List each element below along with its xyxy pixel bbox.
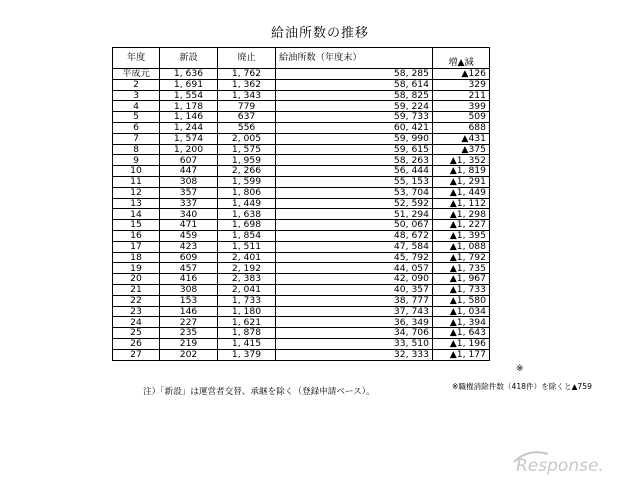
cell-stations: 36, 349 [276, 317, 433, 328]
table-row [113, 176, 490, 187]
cell-year: 4 [113, 101, 160, 112]
table-row [113, 133, 490, 144]
cell-stations: 59, 615 [276, 144, 433, 155]
cell-new: 459 [160, 230, 218, 241]
cell-abolished: 1, 415 [218, 338, 276, 349]
cell-new: 1, 200 [160, 144, 218, 155]
cell-change: ▲1, 196 [433, 338, 490, 349]
cell-year: 25 [113, 328, 160, 339]
cell-stations: 59, 733 [276, 112, 433, 123]
cell-year: 10 [113, 166, 160, 177]
cell-change: ▲1, 394 [433, 317, 490, 328]
page-title: 給油所数の推移 [270, 26, 369, 41]
cell-new: 146 [160, 306, 218, 317]
cell-new: 219 [160, 338, 218, 349]
cell-change: ▲1, 227 [433, 220, 490, 231]
cell-change: ▲1, 819 [433, 166, 490, 177]
cell-year: 11 [113, 176, 160, 187]
cell-change: ▲1, 112 [433, 198, 490, 209]
cell-change: ▲375 [433, 144, 490, 155]
cell-stations: 37, 743 [276, 306, 433, 317]
table-row [113, 209, 490, 220]
table-row [113, 122, 490, 133]
cell-change: 211 [433, 90, 490, 101]
cell-new: 423 [160, 241, 218, 252]
cell-change: ▲1, 395 [433, 230, 490, 241]
table-row [113, 230, 490, 241]
table-row [113, 241, 490, 252]
cell-new: 607 [160, 155, 218, 166]
cell-year: 26 [113, 338, 160, 349]
cell-change: ▲1, 967 [433, 274, 490, 285]
cell-change: 399 [433, 101, 490, 112]
cell-year: 2 [113, 79, 160, 90]
cell-new: 340 [160, 209, 218, 220]
cell-year: 22 [113, 295, 160, 306]
cell-new: 1, 574 [160, 133, 218, 144]
table-row [113, 252, 490, 263]
cell-year: 6 [113, 122, 160, 133]
table-row [113, 144, 490, 155]
cell-abolished: 2, 401 [218, 252, 276, 263]
cell-change: ▲1, 088 [433, 241, 490, 252]
cell-stations: 59, 224 [276, 101, 433, 112]
cell-year: 24 [113, 317, 160, 328]
table-body [113, 69, 490, 361]
cell-abolished: 1, 878 [218, 328, 276, 339]
cell-abolished: 1, 343 [218, 90, 276, 101]
cell-new: 1, 636 [160, 69, 218, 80]
cell-new: 1, 554 [160, 90, 218, 101]
cell-abolished: 1, 959 [218, 155, 276, 166]
cell-year: 8 [113, 144, 160, 155]
cell-new: 457 [160, 263, 218, 274]
cell-abolished: 1, 599 [218, 176, 276, 187]
cell-year: 17 [113, 241, 160, 252]
cell-stations: 48, 672 [276, 230, 433, 241]
cell-abolished: 1, 362 [218, 79, 276, 90]
table-row [113, 90, 490, 101]
cell-abolished: 1, 621 [218, 317, 276, 328]
cell-stations: 45, 792 [276, 252, 433, 263]
cell-new: 202 [160, 349, 218, 360]
cell-stations: 50, 067 [276, 220, 433, 231]
cell-new: 308 [160, 176, 218, 187]
table-row [113, 155, 490, 166]
cell-year: 18 [113, 252, 160, 263]
header-new: 新設 [160, 48, 218, 69]
cell-change: ▲1, 735 [433, 263, 490, 274]
cell-stations: 53, 704 [276, 187, 433, 198]
cell-new: 227 [160, 317, 218, 328]
cell-year: 14 [113, 209, 160, 220]
cell-stations: 55, 153 [276, 176, 433, 187]
table-row [113, 112, 490, 123]
header-stations: 給油所数（年度末） [276, 48, 433, 69]
cell-stations: 34, 706 [276, 328, 433, 339]
cell-new: 471 [160, 220, 218, 231]
cell-stations: 52, 592 [276, 198, 433, 209]
cell-change: ▲1, 177 [433, 349, 490, 360]
cell-abolished: 2, 005 [218, 133, 276, 144]
cell-abolished: 2, 383 [218, 274, 276, 285]
asterisk-mark: ※ [516, 364, 524, 374]
cell-change: ▲1, 298 [433, 209, 490, 220]
cell-abolished: 2, 192 [218, 263, 276, 274]
cell-year: 3 [113, 90, 160, 101]
cell-year: 12 [113, 187, 160, 198]
header-year: 年度 [113, 48, 160, 69]
cell-change: ▲1, 352 [433, 155, 490, 166]
cell-year: 7 [113, 133, 160, 144]
cell-abolished: 2, 041 [218, 284, 276, 295]
cell-change: ▲1, 643 [433, 328, 490, 339]
cell-abolished: 1, 180 [218, 306, 276, 317]
table-row [113, 338, 490, 349]
footnote: 注）「新設」は運営者交替、承継を除く（登録申請ベース）。 [143, 387, 375, 397]
cell-abolished: 1, 511 [218, 241, 276, 252]
cell-abolished: 637 [218, 112, 276, 123]
cell-abolished: 1, 762 [218, 69, 276, 80]
cell-new: 153 [160, 295, 218, 306]
cell-year: 16 [113, 230, 160, 241]
cell-year: 5 [113, 112, 160, 123]
table-row [113, 79, 490, 90]
cell-stations: 40, 357 [276, 284, 433, 295]
table-row [113, 295, 490, 306]
cell-stations: 38, 777 [276, 295, 433, 306]
cell-new: 308 [160, 284, 218, 295]
cell-stations: 58, 825 [276, 90, 433, 101]
cell-new: 235 [160, 328, 218, 339]
header-abolished: 廃止 [218, 48, 276, 69]
cell-stations: 56, 444 [276, 166, 433, 177]
table-row [113, 198, 490, 209]
header-change: 増▲減 [433, 48, 490, 69]
cell-year: 15 [113, 220, 160, 231]
cell-new: 447 [160, 166, 218, 177]
cell-change: ▲126 [433, 69, 490, 80]
table-row [113, 274, 490, 285]
cell-change: ▲1, 733 [433, 284, 490, 295]
response-logo [508, 444, 628, 478]
response-logo-text: Response. [516, 456, 604, 476]
cell-abolished: 779 [218, 101, 276, 112]
cell-year: 平成元 [113, 69, 160, 80]
table-row [113, 349, 490, 360]
cell-year: 9 [113, 155, 160, 166]
cell-change: 329 [433, 79, 490, 90]
cell-abolished: 1, 379 [218, 349, 276, 360]
cell-stations: 59, 990 [276, 133, 433, 144]
cell-abolished: 1, 575 [218, 144, 276, 155]
footnote-right: ※職権消除件数（418件）を除くと▲759 [452, 382, 592, 391]
cell-new: 337 [160, 198, 218, 209]
table-row [113, 220, 490, 231]
cell-abolished: 1, 854 [218, 230, 276, 241]
table-row [113, 328, 490, 339]
table-row [113, 317, 490, 328]
table-row [113, 284, 490, 295]
table-row [113, 101, 490, 112]
cell-stations: 42, 090 [276, 274, 433, 285]
cell-change: ▲431 [433, 133, 490, 144]
table-row [113, 166, 490, 177]
cell-change: 509 [433, 112, 490, 123]
cell-year: 23 [113, 306, 160, 317]
cell-abolished: 556 [218, 122, 276, 133]
cell-year: 20 [113, 274, 160, 285]
cell-stations: 60, 421 [276, 122, 433, 133]
table-row [113, 69, 490, 80]
cell-year: 13 [113, 198, 160, 209]
cell-stations: 58, 614 [276, 79, 433, 90]
cell-stations: 32, 333 [276, 349, 433, 360]
cell-stations: 33, 510 [276, 338, 433, 349]
cell-stations: 58, 263 [276, 155, 433, 166]
cell-change: ▲1, 580 [433, 295, 490, 306]
cell-year: 21 [113, 284, 160, 295]
cell-abolished: 2, 266 [218, 166, 276, 177]
cell-new: 1, 178 [160, 101, 218, 112]
cell-new: 1, 691 [160, 79, 218, 90]
table-row [113, 306, 490, 317]
cell-new: 416 [160, 274, 218, 285]
cell-stations: 44, 057 [276, 263, 433, 274]
cell-year: 27 [113, 349, 160, 360]
cell-new: 357 [160, 187, 218, 198]
cell-new: 609 [160, 252, 218, 263]
cell-abolished: 1, 698 [218, 220, 276, 231]
cell-stations: 58, 285 [276, 69, 433, 80]
table-row [113, 187, 490, 198]
cell-change: ▲1, 792 [433, 252, 490, 263]
cell-abolished: 1, 449 [218, 198, 276, 209]
cell-abolished: 1, 806 [218, 187, 276, 198]
station-count-table [112, 47, 490, 361]
cell-change: 688 [433, 122, 490, 133]
cell-stations: 47, 584 [276, 241, 433, 252]
table-row [113, 263, 490, 274]
cell-abolished: 1, 638 [218, 209, 276, 220]
cell-new: 1, 146 [160, 112, 218, 123]
cell-change: ▲1, 449 [433, 187, 490, 198]
cell-change: ▲1, 291 [433, 176, 490, 187]
cell-stations: 51, 294 [276, 209, 433, 220]
cell-year: 19 [113, 263, 160, 274]
cell-change: ▲1, 034 [433, 306, 490, 317]
cell-new: 1, 244 [160, 122, 218, 133]
table-header-row [113, 48, 490, 69]
cell-abolished: 1, 733 [218, 295, 276, 306]
